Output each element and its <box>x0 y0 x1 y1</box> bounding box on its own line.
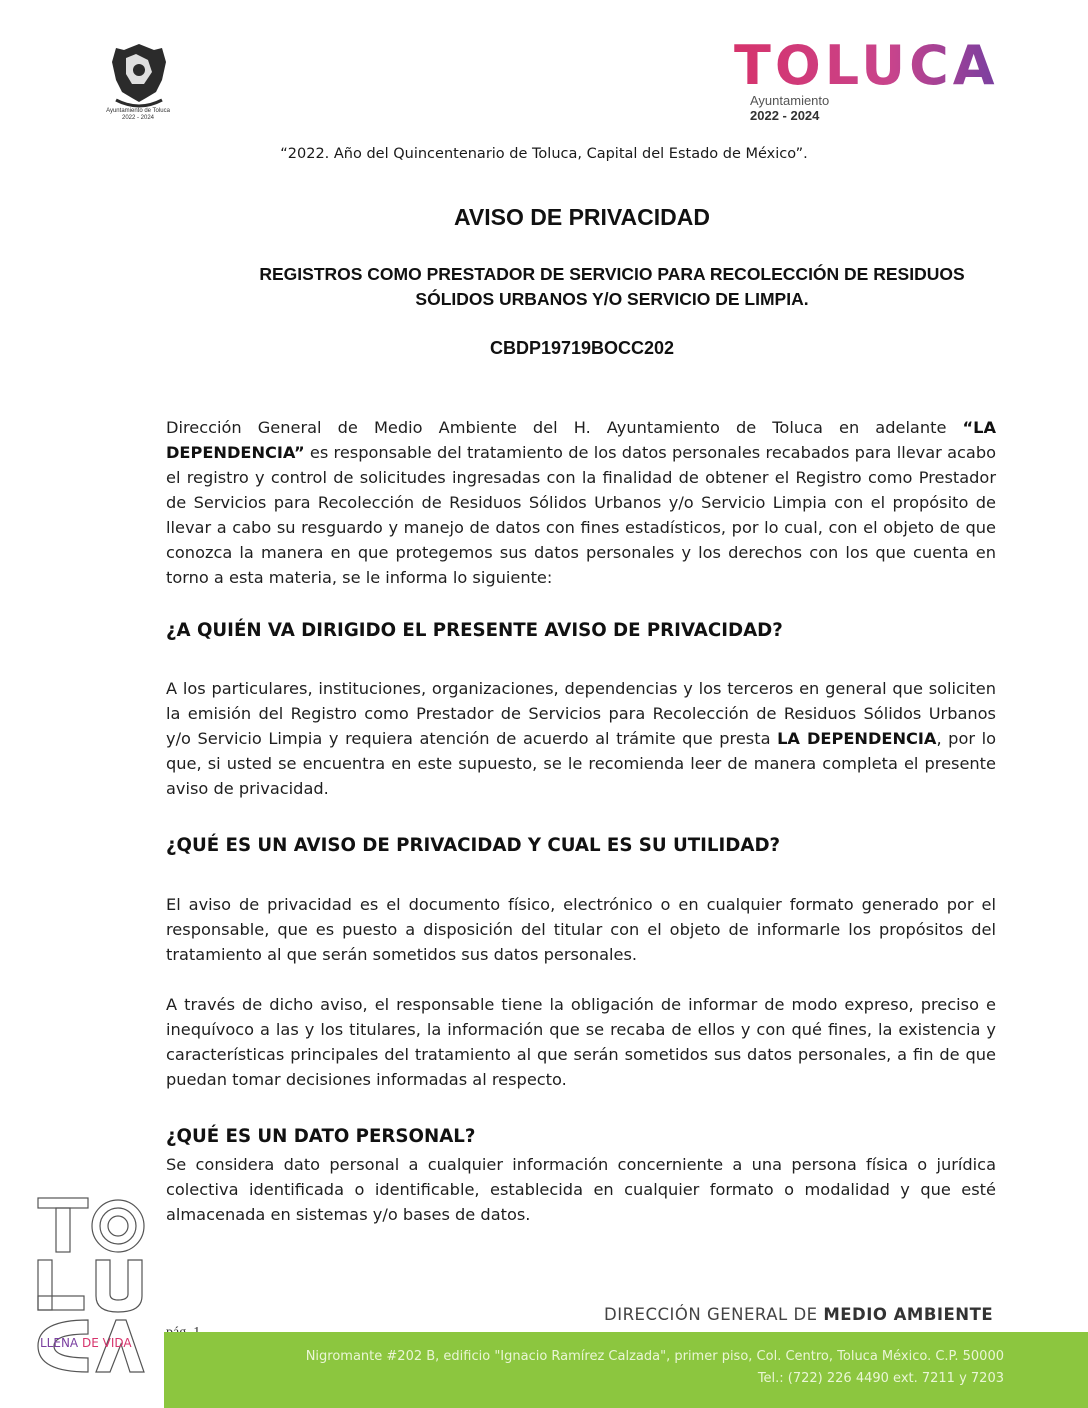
section-paragraph-notice-2: A través de dicho aviso, el responsable tiene la obligación de informar de modo expreso, preciso e inequívoco a las y los titulares, la información que se recaba de ellos y con qué fines, la existencia y características principales del tratamiento al que serán sometidos sus datos personales, a fin de que puedan tomar decisiones informadas al respecto. <box>166 995 996 1089</box>
side-tagline-2: DE VIDA <box>81 1336 132 1350</box>
footer-address <box>200 1346 1004 1390</box>
document-subtitle: REGISTROS COMO PRESTADOR DE SERVICIO PARA RECOLECCIÓN DE RESIDUOS SÓLIDOS URBANOS Y/O SERVICIO DE LIMPIA. <box>259 264 965 309</box>
section-paragraph-who <box>166 676 996 801</box>
address-line-1: Nigromante #202 B, edificio "Ignacio Ramírez Calzada", primer piso, Col. Centro, Toluca México. C.P. 50000 <box>305 1349 1004 1364</box>
document-code: CBDP19719BOCC202 <box>489 338 675 358</box>
dept-bold: MEDIO AMBIENTE <box>823 1305 994 1324</box>
section-heading-what-notice: ¿QUÉ ES UN AVISO DE PRIVACIDAD Y CUAL ES SU UTILIDAD? <box>166 835 781 856</box>
intro-dependency-bold: “LA DEPENDENCIA” <box>166 418 996 462</box>
who-text-1: A los particulares, instituciones, organizaciones, dependencias y los terceros en general que soliciten la emisión del Registro como Prestador de Servicios para Recolección de Residuos Sólidos Urbanos y/o Servicio Limpia y requiera atención de acuerdo al trámite que presta <box>166 679 996 748</box>
intro-text-2: es responsable del tratamiento de los datos personales recabados para llevar acabo el registro y control de solicitudes ingresadas con la finalidad de obtener el Registro como Prestador de Servicios para Recolección de Residuos Sólidos Urbanos y/o Servicio Limpia con el propósito de llevar a cabo su resguardo y manejo de datos con fines estadísticos, por lo cual, con el objeto de que conozca la manera en que protegemos sus datos personales y los derechos con los que cuenta en torno a esta materia, se le informa lo siguiente: <box>166 443 996 587</box>
brand-subtitle: Ayuntamiento <box>750 93 830 108</box>
side-tagline-1: LLENA <box>40 1336 79 1350</box>
year-motto: “2022. Año del Quincentenario de Toluca, Capital del Estado de México”. <box>280 146 808 162</box>
section-paragraph-personal-data: Se considera dato personal a cualquier información concerniente a una persona física o jurídica colectiva identificada o identificable, establecida en cualquier formato o modalidad y que esté almacenada en sistemas y/o bases de datos. <box>166 1155 996 1224</box>
intro-paragraph <box>166 415 996 590</box>
seal-caption <box>88 108 188 122</box>
seal-caption-line1: Ayuntamiento de Toluca <box>106 108 170 114</box>
brand-wordmark: TOLUCA <box>734 34 999 97</box>
who-text-2: , por lo que, si usted se encuentra en este supuesto, se le recomienda leer de manera completa el presente aviso de privacidad. <box>166 729 996 798</box>
brand-years: 2022 - 2024 <box>750 108 820 123</box>
side-toluca-logo <box>36 1196 146 1386</box>
dept-light: DIRECCIÓN GENERAL DE <box>604 1305 824 1324</box>
section-paragraph-notice-1: El aviso de privacidad es el documento físico, electrónico o en cualquier formato generado por el responsable, que es puesto a disposición del titular con el objeto de informarle los propósitos del tratamiento al que serán sometidos sus datos personales. <box>166 895 996 964</box>
seal-caption-line2: 2022 - 2024 <box>121 115 155 121</box>
section-heading-personal-data: ¿QUÉ ES UN DATO PERSONAL? <box>166 1126 476 1147</box>
document-title: AVISO DE PRIVACIDAD <box>453 204 710 230</box>
who-dependency-bold: LA DEPENDENCIA <box>777 729 937 748</box>
section-heading-who: ¿A QUIÉN VA DIRIGIDO EL PRESENTE AVISO DE PRIVACIDAD? <box>166 620 783 641</box>
address-line-2: Tel.: (722) 226 4490 ext. 7211 y 7203 <box>757 1371 1004 1386</box>
intro-text-1: Dirección General de Medio Ambiente del H. Ayuntamiento de Toluca en adelante <box>166 418 963 437</box>
toluca-brand-logo <box>734 34 999 123</box>
department-name <box>604 1305 993 1324</box>
